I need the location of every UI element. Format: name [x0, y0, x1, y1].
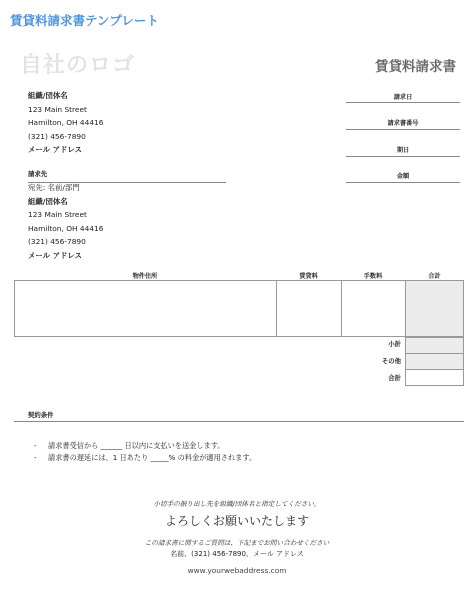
thanks-message: よろしくお願いいたします: [164, 514, 309, 528]
bill-to-street: 123 Main Street: [28, 210, 87, 219]
bill-to-block: [28, 181, 103, 262]
due-date-label: 期日: [396, 147, 410, 154]
document-title: 賃貸料請求書: [375, 59, 456, 75]
sender-block: [28, 89, 103, 157]
template-title: 賃貸料請求書テンプレート: [10, 13, 159, 28]
invoice-number-label: 請求書番号: [387, 120, 419, 127]
due-date-field[interactable]: [346, 156, 460, 157]
contact-note: この請求書に関するご質問は、下記までお問い合わせください: [144, 539, 330, 547]
bill-to-phone: (321) 456-7890: [28, 237, 86, 246]
contact-line: 名前、(321) 456-7890、メール アドレス: [170, 550, 304, 558]
sender-email: メール アドレス: [28, 145, 82, 154]
payable-note: 小切手の振り出し先を組織/団体名と指定してください。: [153, 500, 321, 508]
sender-street: 123 Main Street: [28, 104, 87, 114]
cell-property-address[interactable]: [14, 280, 277, 337]
cell-rent[interactable]: [276, 280, 342, 337]
sender-org: 組織/団体名: [28, 91, 68, 100]
grand-total-value: [405, 369, 464, 386]
header-rent: 賃貸料: [299, 273, 318, 280]
terms-item: - 請求書受信から ______ 日以内に支払いを送金します。: [34, 441, 225, 450]
cell-total: [405, 280, 464, 337]
amount-field[interactable]: [346, 182, 460, 183]
cell-fee[interactable]: [341, 280, 406, 337]
terms-heading: 契約条件: [28, 411, 54, 419]
header-total: 合計: [428, 273, 441, 280]
bill-to-attn: 宛先: 名前/部門: [28, 183, 80, 192]
invoice-date-field[interactable]: [346, 102, 460, 103]
bill-to-email: メール アドレス: [28, 250, 82, 260]
invoice-number-field[interactable]: [346, 129, 460, 130]
subtotal-value: [405, 337, 464, 354]
header-fee: 手数料: [363, 273, 383, 280]
bill-to-city: Hamilton, OH 44416: [28, 223, 104, 233]
company-logo-placeholder: 自社のロゴ: [20, 53, 136, 78]
sender-phone: (321) 456-7890: [28, 131, 86, 141]
terms-divider: [14, 421, 464, 422]
sender-city: Hamilton, OH 44416: [28, 118, 104, 127]
other-value[interactable]: [405, 353, 464, 370]
bill-to-org: 組織/団体名: [28, 196, 68, 206]
other-label: その他: [381, 357, 401, 365]
terms-list: [34, 440, 256, 463]
subtotal-label: 小計: [388, 340, 401, 348]
amount-label: 金額: [396, 173, 410, 180]
website-link[interactable]: www.yourwebaddress.com: [187, 566, 287, 575]
invoice-date-label: 請求日: [393, 94, 413, 101]
bill-to-heading: 請求先: [28, 170, 48, 178]
header-property-address: 物件住所: [132, 273, 158, 280]
grand-total-label: 合計: [388, 374, 401, 382]
terms-item: - 請求書の遅延には、1 日あたり _____% の料金が適用されます。: [34, 452, 257, 462]
